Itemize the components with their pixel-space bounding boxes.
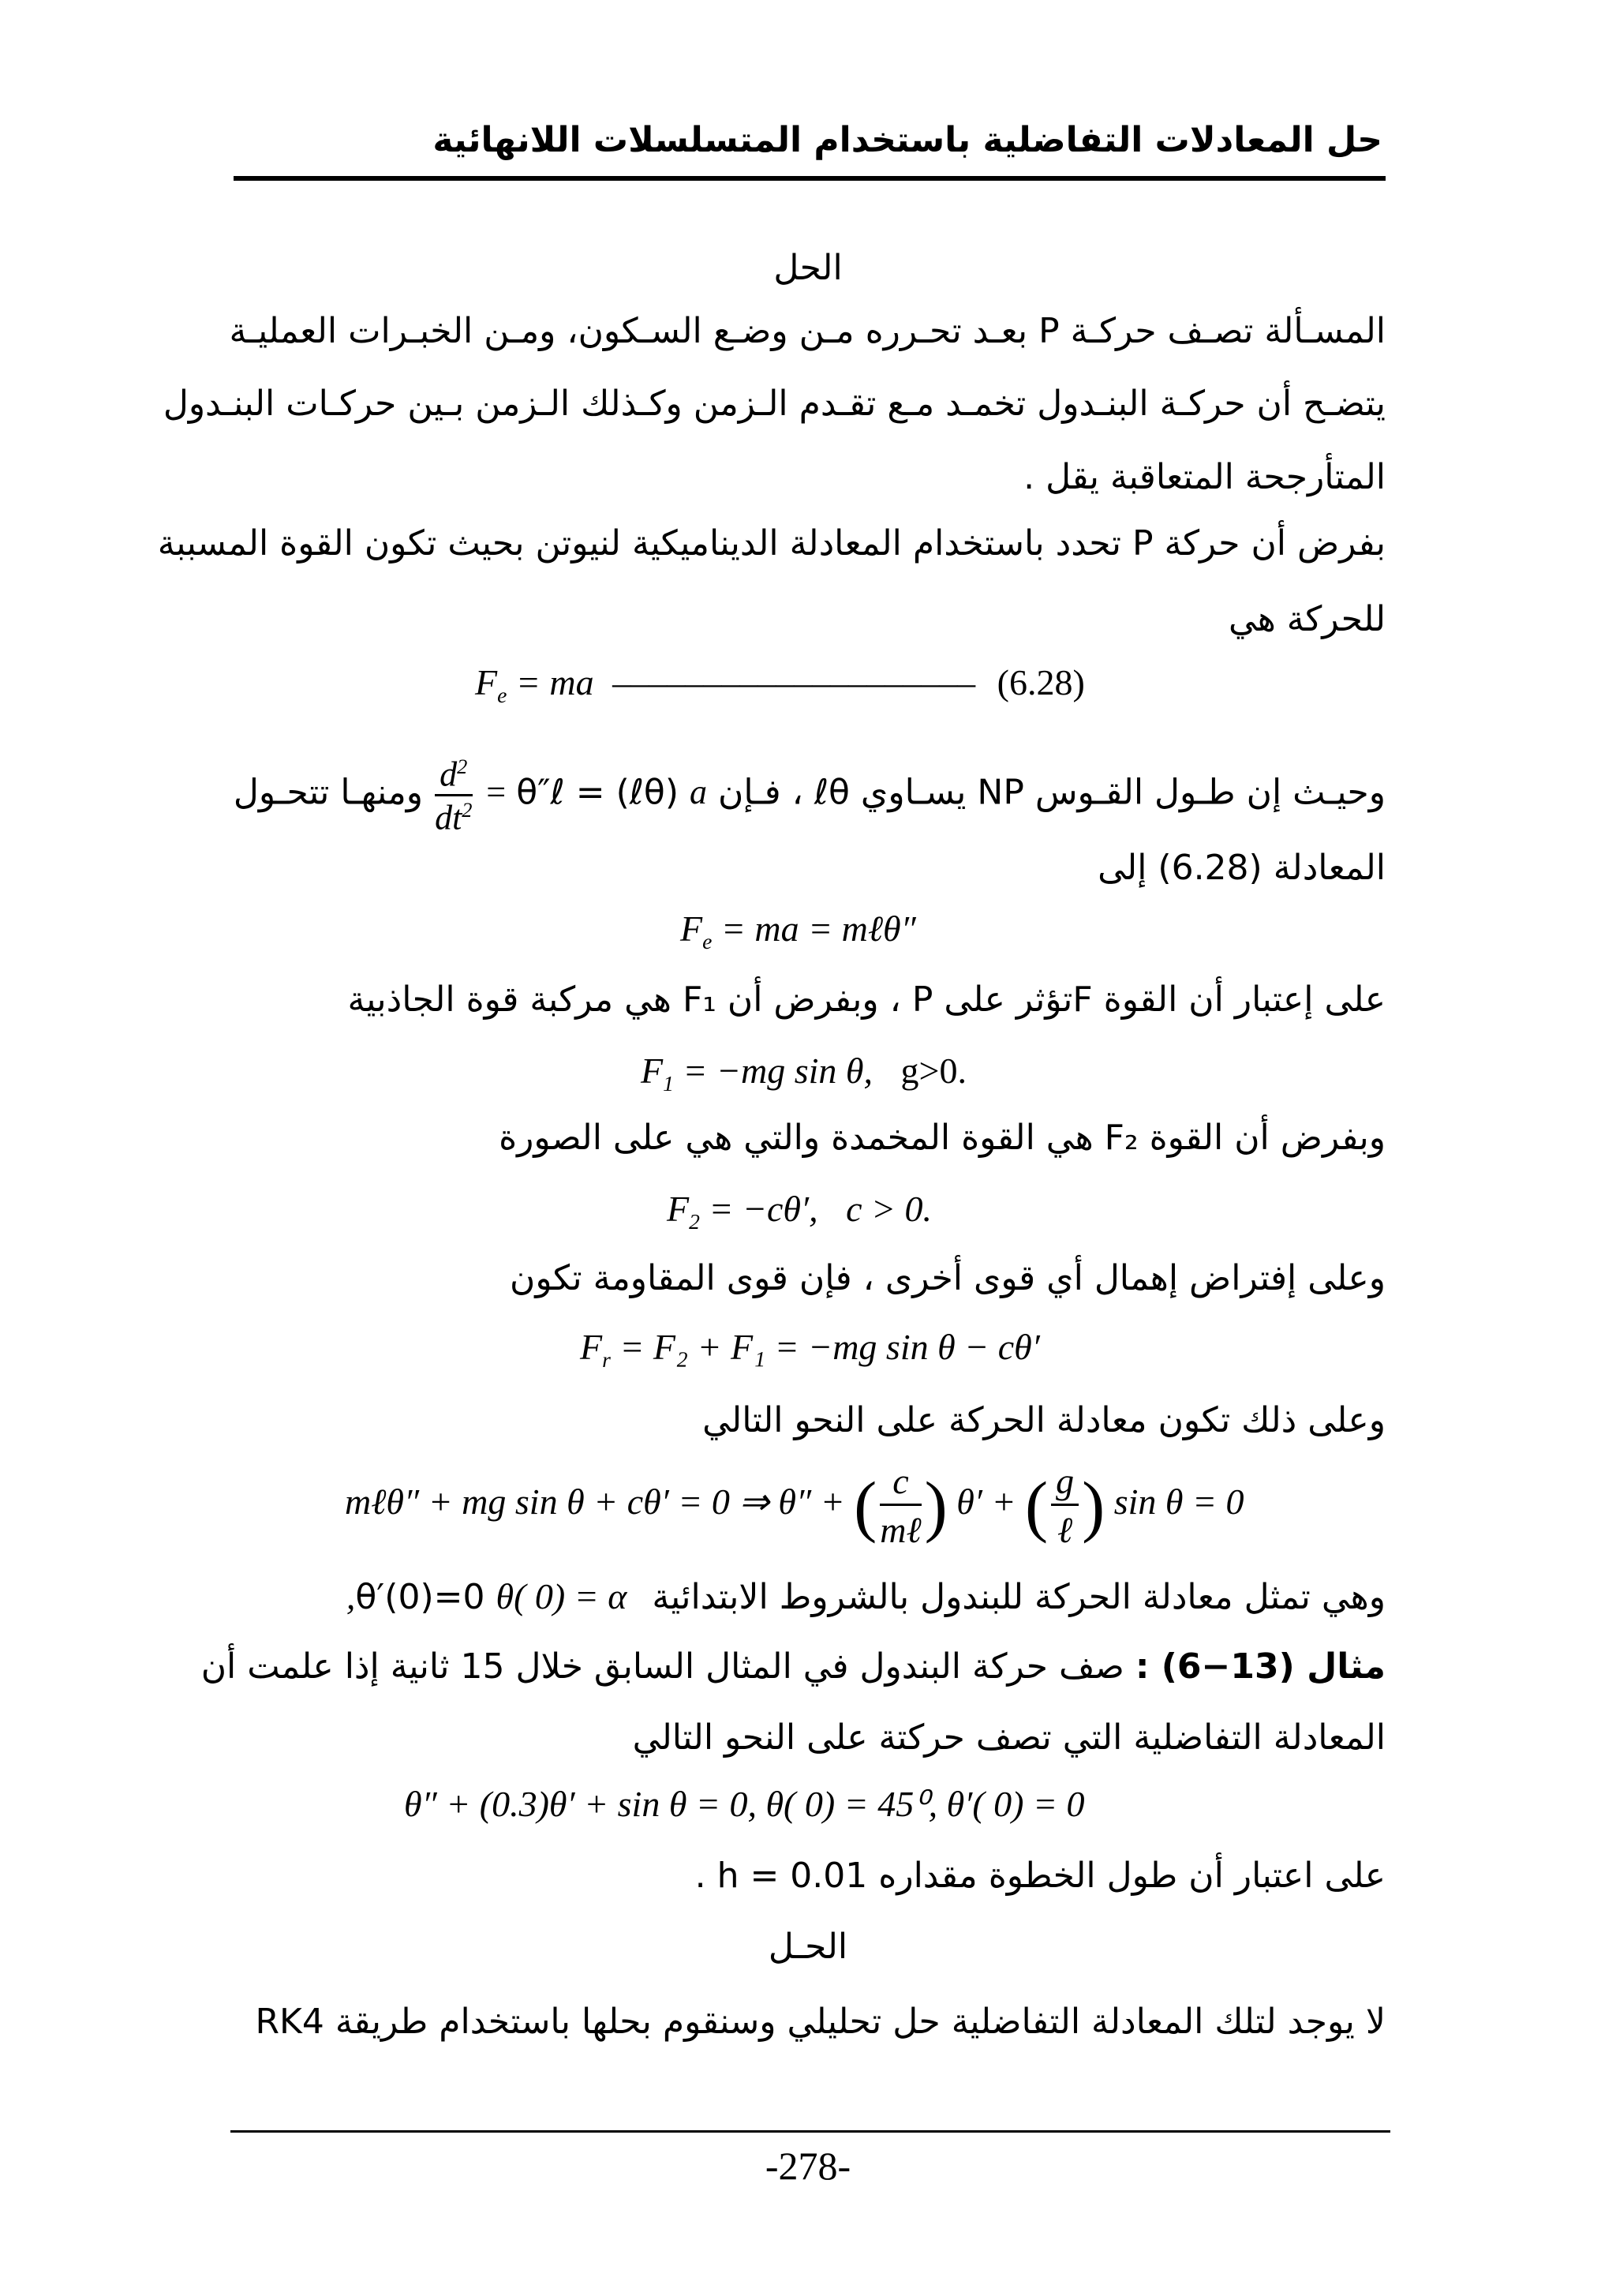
footer-rule	[230, 2130, 1390, 2133]
paragraph-line: المعادلة (6.28) إلى	[1098, 848, 1386, 888]
paragraph-line: المتأرجحة المتعاقبة يقل .	[1023, 457, 1386, 497]
paragraph-line: للحركة هي	[1228, 599, 1386, 639]
paragraph-line: وعلى إفتراض إهمال أي قوى أخرى ، فإن قوى المقاومة تكون	[510, 1258, 1386, 1298]
solution-heading: الحـل	[768, 1927, 848, 1967]
equation-motion: mℓθ″ + mg sin θ + cθ′ = 0 ⇒ θ″ + ( $\frac{c}{\text{mℓ}}$ ) θ′ + ( $\frac{g}{\text{ℓ}}$ ) sin θ = 0	[345, 1461, 1244, 1550]
paragraph-line: لا يوجد لتلك المعادلة التفاضلية حل تحليلي وسنقوم بحلها باستخدام طريقة RK4	[255, 2002, 1386, 2042]
example-label: مثال (13−6) :	[1135, 1646, 1386, 1687]
paragraph-line: المعادلة التفاضلية التي تصف حركتة على النحو التالي	[632, 1717, 1386, 1758]
paragraph-line: يتضـح أن حركـة البنـدول تخمـد مـع تقـدم الـزمن وكـذلك الـزمن بـين حركـات البنـدول	[163, 384, 1386, 424]
equation-example: θ″ + (0.3)θ′ + sin θ = 0, θ( 0) = 45⁰, θ′( 0) = 0	[404, 1784, 1085, 1824]
solution-heading: الحل	[773, 248, 843, 288]
paragraph-line: على إعتبار أن القوة Fتؤثر على P ، وبفرض أن F₁ هي مركبة قوة الجاذبية	[347, 979, 1386, 1020]
header-rule	[234, 176, 1386, 181]
paragraph-line: وحيـث إن طـول القـوس NP يسـاوي ℓθ ، فـإن θ″ℓ = (ℓθ) a = $\frac{d^2}{dt^2}$ ومنهـا تتحـول	[233, 755, 1386, 837]
equation-resistance: $F_r = F_2 + F_1 = -mg$ sin θ − cθ′	[580, 1327, 1040, 1373]
equation-gravity: $F_1 = -mg$ sin θ, g>0.	[641, 1051, 967, 1096]
paragraph-line: وهي تمثل معادلة الحركة للبندول بالشروط الابتدائية θ′(0)=0 θ( 0) = α,	[346, 1576, 1386, 1617]
example-line: مثال (13−6) : صف حركة البندول في المثال السابق خلال 15 ثانية إذا علمت أن	[200, 1646, 1386, 1687]
paragraph-line: على اعتبار أن طول الخطوة مقداره h = 0.01 .	[694, 1856, 1386, 1896]
page-number: -278-	[765, 2144, 851, 2188]
page-header-title: حل المعادلات التفاضلية باستخدام المتسلسلات اللانهائية	[432, 120, 1382, 160]
paragraph-line: وعلى ذلك تكون معادلة الحركة على النحو التالي	[702, 1400, 1386, 1440]
paragraph-line: بفرض أن حركة P تحدد باستخدام المعادلة الديناميكية لنيوتن بحيث تكون القوة المسببة	[157, 523, 1386, 564]
equation-damping: $F_2 = -c\theta'$, c > 0.	[667, 1189, 933, 1234]
equation-newton: $F_e$ = ma = mℓθ″	[680, 908, 916, 954]
paragraph-line: وبفرض أن القوة F₂ هي القوة المخمدة والتي هي على الصورة	[499, 1118, 1386, 1158]
equation-6-28: $F_e$ = ma –––––––––––––––––––– (6.28)	[475, 662, 1085, 708]
paragraph-line: المسـألة تصـف حركـة P بعـد تحـرره مـن وضـع السـكون، ومـن الخبـرات العمليـة	[229, 311, 1386, 351]
